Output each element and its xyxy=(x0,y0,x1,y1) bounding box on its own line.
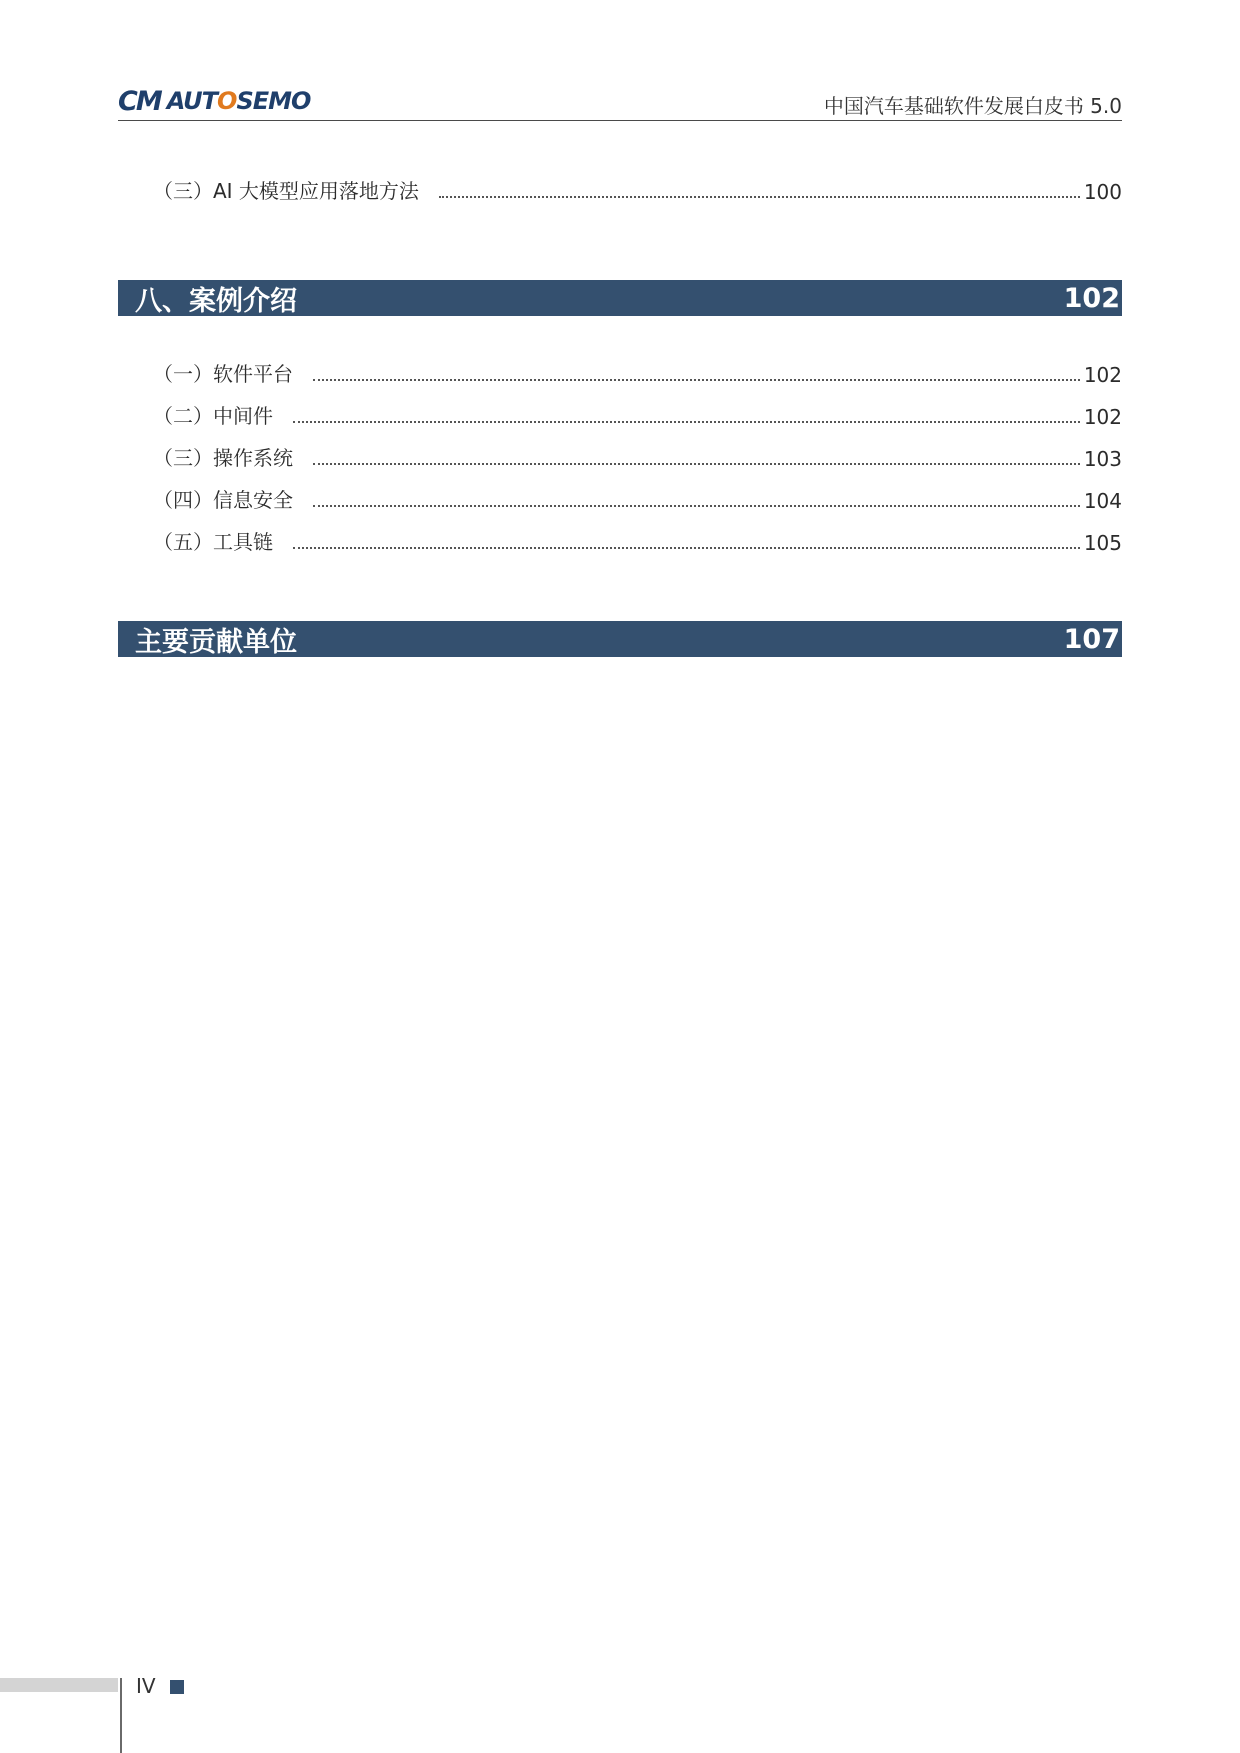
section-page: 102 xyxy=(1063,282,1120,314)
dot-leader xyxy=(313,463,1080,465)
toc-entry-label: （三）AI 大模型应用落地方法 xyxy=(153,179,419,203)
toc-entry[interactable] xyxy=(153,399,1122,429)
dot-leader xyxy=(313,379,1080,381)
dot-leader xyxy=(313,505,1080,507)
autosemo-logo xyxy=(118,86,310,116)
toc-entry[interactable] xyxy=(153,174,1122,204)
toc-entry-page: 100 xyxy=(1083,180,1122,204)
toc-entry-page: 102 xyxy=(1083,405,1122,429)
document-title: 中国汽车基础软件发展白皮书 5.0 xyxy=(823,94,1122,118)
toc-entry[interactable] xyxy=(153,525,1122,555)
logo-mark: CM xyxy=(118,85,161,117)
footer-bar xyxy=(0,1678,118,1692)
section-heading[interactable] xyxy=(118,621,1122,657)
toc-entry[interactable] xyxy=(153,441,1122,471)
toc-entry-label: （五）工具链 xyxy=(153,530,273,554)
toc-entry-page: 102 xyxy=(1083,363,1122,387)
section-page: 107 xyxy=(1063,623,1120,655)
dot-leader xyxy=(293,547,1080,549)
section-title: 八、案例介绍 xyxy=(135,285,297,317)
page-header xyxy=(118,84,1122,121)
logo-text: AUTOSEMO xyxy=(166,87,311,115)
toc-entry-label: （四）信息安全 xyxy=(153,488,293,512)
toc-entry-page: 105 xyxy=(1083,531,1122,555)
toc-entry[interactable] xyxy=(153,483,1122,513)
toc-entry-page: 104 xyxy=(1083,489,1122,513)
dot-leader xyxy=(293,421,1080,423)
toc-entry[interactable] xyxy=(153,357,1122,387)
section-heading[interactable] xyxy=(118,280,1122,316)
toc-entry-label: （一）软件平台 xyxy=(153,362,293,386)
page-marker-square xyxy=(170,1680,184,1694)
toc-entry-page: 103 xyxy=(1083,447,1122,471)
section-title: 主要贡献单位 xyxy=(135,626,297,658)
dot-leader xyxy=(439,196,1080,198)
toc-entry-label: （三）操作系统 xyxy=(153,446,293,470)
page-number: IV xyxy=(136,1674,156,1698)
footer-divider xyxy=(120,1678,122,1753)
toc-entry-label: （二）中间件 xyxy=(153,404,273,428)
